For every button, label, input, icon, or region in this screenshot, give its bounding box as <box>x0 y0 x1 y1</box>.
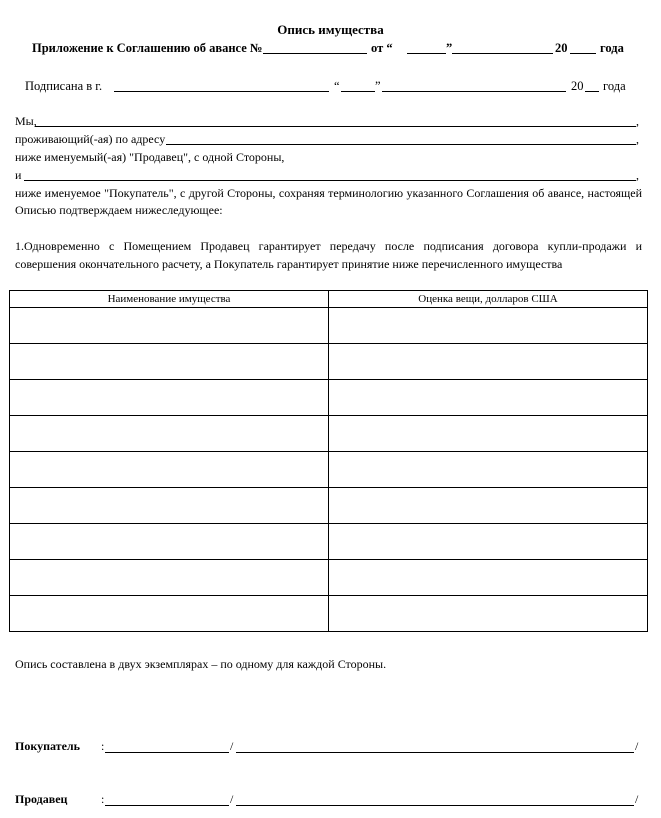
item-name-cell[interactable] <box>10 488 329 524</box>
item-name-cell[interactable] <box>10 308 329 344</box>
table-header-row <box>10 291 648 308</box>
signed-year-word: года <box>603 79 626 93</box>
signed-prefix: Подписана в г. <box>25 79 103 93</box>
residing-label: проживающий(-ая) по адресу <box>15 132 166 146</box>
table-row <box>10 380 648 416</box>
signed-day-field[interactable] <box>341 91 375 92</box>
document-title: Опись имущества <box>277 22 384 37</box>
item-name-cell[interactable] <box>10 560 329 596</box>
seller-name-print-field[interactable] <box>236 805 634 806</box>
table-row <box>10 452 648 488</box>
signed-year-field[interactable] <box>585 91 599 92</box>
item-value-cell[interactable] <box>329 524 648 560</box>
table-row <box>10 308 648 344</box>
buyer-slash-end: / <box>635 739 639 753</box>
item-name-cell[interactable] <box>10 344 329 380</box>
seller-reference: ниже именуемый(-ая) "Продавец", с одной Стороны, <box>15 150 285 164</box>
item-value-cell[interactable] <box>329 344 648 380</box>
item-name-cell[interactable] <box>10 452 329 488</box>
seller-name-field[interactable] <box>35 126 636 127</box>
clause1-line1: 1.Одновременно с Помещением Продавец гарантирует передачу после подписания договора купли-продажи и <box>15 239 642 253</box>
item-value-cell[interactable] <box>329 416 648 452</box>
item-value-cell[interactable] <box>329 560 648 596</box>
signed-quote-open: “ <box>334 79 340 93</box>
item-name-cell[interactable] <box>10 416 329 452</box>
agreement-month-field[interactable] <box>452 53 553 54</box>
and-label: и <box>15 168 22 182</box>
residing-comma: , <box>636 132 639 146</box>
signed-month-field[interactable] <box>382 91 566 92</box>
seller-colon: : <box>101 792 105 806</box>
copies-note: Опись составлена в двух экземплярах – по одному для каждой Стороны. <box>15 657 387 671</box>
item-name-cell[interactable] <box>10 524 329 560</box>
clause1-line2: совершения окончательного расчету, а Покупатель гарантирует принятие ниже перечисленного имущества <box>15 257 563 271</box>
item-value-cell[interactable] <box>329 596 648 632</box>
agreement-number-field[interactable] <box>263 53 367 54</box>
buyer-name-field[interactable] <box>24 180 636 181</box>
subtitle-year: 20 <box>555 41 568 55</box>
seller-signature-field[interactable] <box>105 805 229 806</box>
item-name-cell[interactable] <box>10 380 329 416</box>
col-header-item-name: Наименование имущества <box>10 291 329 308</box>
item-value-cell[interactable] <box>329 488 648 524</box>
buyer-reference: ниже именуемое "Покупатель", с другой Стороны, сохраняя терминологию указанного Соглашения об авансе, настоящей <box>15 186 642 200</box>
subtitle-quote-close: ” <box>446 41 453 55</box>
agreement-day-field[interactable] <box>407 53 446 54</box>
seller-address-field[interactable] <box>166 144 636 145</box>
we-label: Мы, <box>15 114 37 128</box>
table-row <box>10 560 648 596</box>
signed-year: 20 <box>571 79 584 93</box>
subtitle-year-word: года <box>600 41 624 55</box>
table-row <box>10 488 648 524</box>
table-row <box>10 524 648 560</box>
item-value-cell[interactable] <box>329 308 648 344</box>
and-comma: , <box>636 168 639 182</box>
buyer-colon: : <box>101 739 105 753</box>
seller-slash: / <box>230 792 234 806</box>
seller-signature-label: Продавец <box>15 792 68 806</box>
buyer-signature-field[interactable] <box>105 752 229 753</box>
subtitle-prefix: Приложение к Соглашению об авансе № <box>32 41 263 55</box>
we-comma: , <box>636 114 639 128</box>
table-row <box>10 596 648 632</box>
item-value-cell[interactable] <box>329 380 648 416</box>
table-row <box>10 416 648 452</box>
agreement-year-field[interactable] <box>570 53 596 54</box>
confirm-text: Описью подтверждаем нижеследующее: <box>15 203 223 217</box>
table-row <box>10 344 648 380</box>
buyer-name-print-field[interactable] <box>236 752 634 753</box>
buyer-signature-label: Покупатель <box>15 739 80 753</box>
item-name-cell[interactable] <box>10 596 329 632</box>
signed-quote-close: ” <box>375 79 381 93</box>
signed-city-field[interactable] <box>114 91 329 92</box>
inventory-table <box>9 290 648 632</box>
item-value-cell[interactable] <box>329 452 648 488</box>
seller-slash-end: / <box>635 792 639 806</box>
buyer-slash: / <box>230 739 234 753</box>
subtitle-from: от “ <box>371 41 393 55</box>
col-header-valuation: Оценка вещи, долларов США <box>329 291 648 308</box>
